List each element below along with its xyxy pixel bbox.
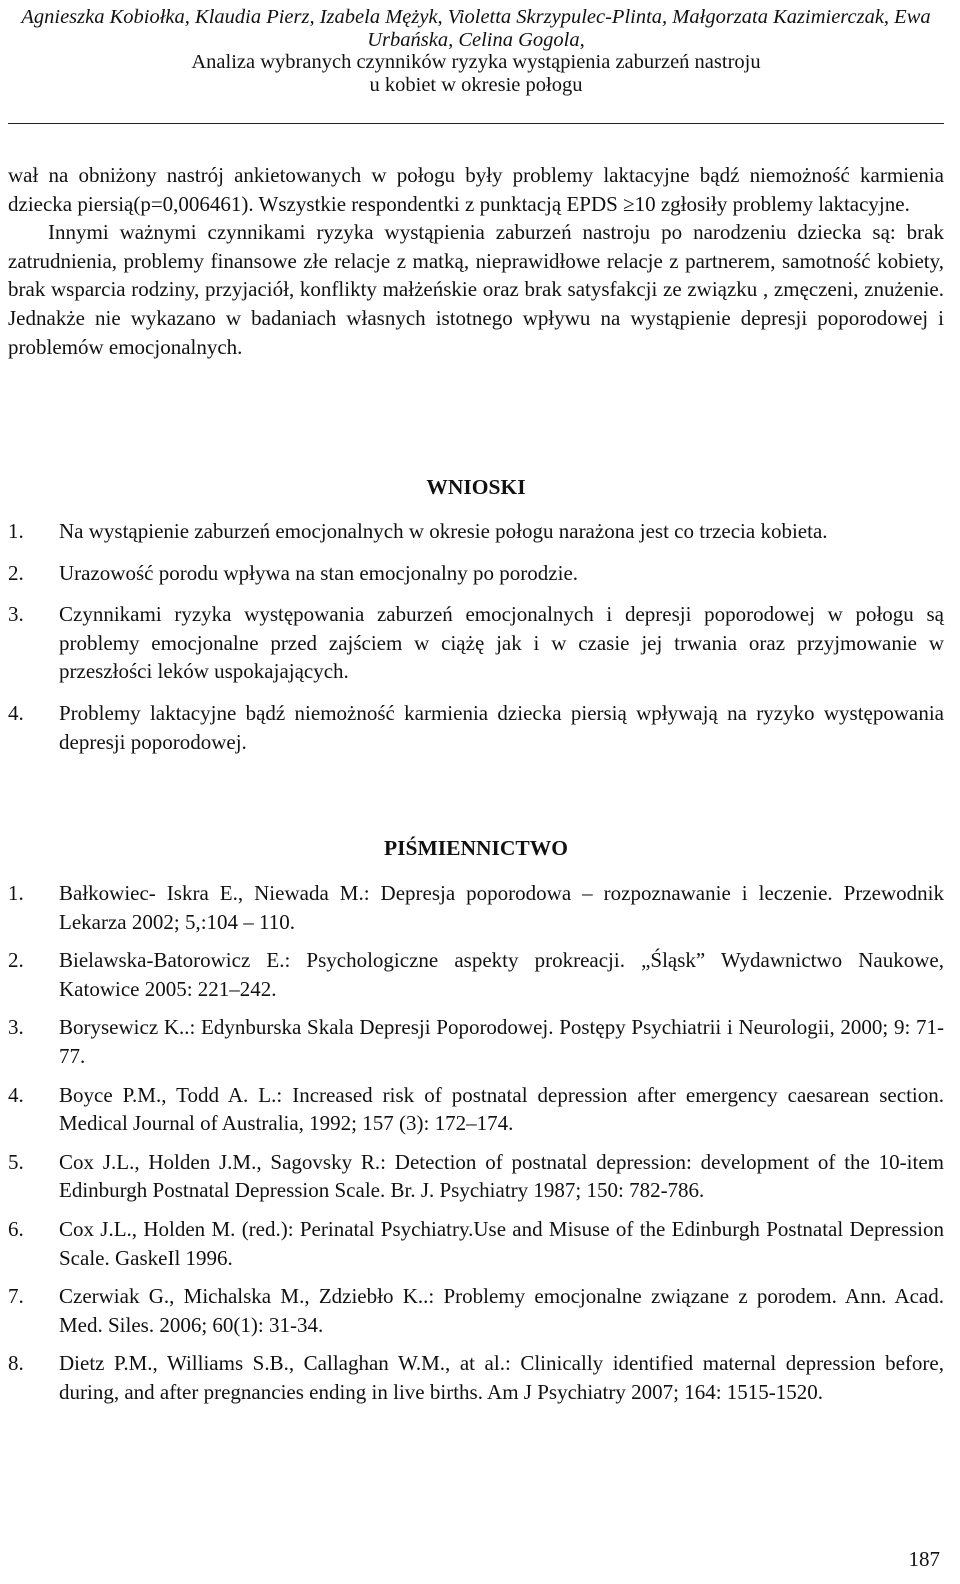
reference-item xyxy=(8,1013,944,1070)
reference-text: Cox J.L., Holden M. (red.): Perinatal Psychiatry.Use and Misuse of the Edinburgh Postnatal Depression Scale. GaskeIl 1996. xyxy=(59,1216,944,1270)
reference-text: Bałkowiec- Iskra E., Niewada M.: Depresja poporodowa – rozpoznawanie i leczenie. Przewodnik Lekarza 2002; 5,:104 – 110. xyxy=(59,881,944,934)
reference-number: 2. xyxy=(8,948,24,973)
reference-number: 6. xyxy=(8,1216,24,1241)
header-title-line2: u kobiet w okresie połogu xyxy=(369,73,583,96)
reference-text: Cox J.L., Holden J.M., Sagovsky R.: Detection of postnatal depression: development of the 10-item Edinburgh Postnatal Depression Scale. Br. J. Psychiatry 1987; 150: 782-786. xyxy=(59,1149,944,1203)
conclusions-heading: WNIOSKI xyxy=(426,475,526,499)
list-item-text: Czynnikami ryzyka występowania zaburzeń emocjonalnych i depresji poporodowej w połogu są problemy emocjonalne przed zajściem w ciążę jak i w czasie jej trwania oraz przyjmowanie w przeszłości leków uspokajających. xyxy=(59,602,944,684)
list-item xyxy=(8,517,944,546)
reference-text: Czerwiak G., Michalska M., Zdziebło K..: Problemy emocjonalne związane z porodem. Ann. Acad. Med. Siles. 2006; 60(1): 31-34. xyxy=(59,1284,944,1337)
list-item-number: 3. xyxy=(8,602,24,627)
list-item-number: 1. xyxy=(8,519,24,543)
reference-number: 1. xyxy=(8,881,24,905)
reference-number: 8. xyxy=(8,1351,24,1376)
reference-text: Borysewicz K..: Edynburska Skala Depresji Poporodowej. Postępy Psychiatrii i Neurologii, 2000; 9: 71-77. xyxy=(59,1015,944,1068)
header-authors: Agnieszka Kobiołka, Klaudia Pierz, Izabela Mężyk, Violetta Skrzypulec-Plinta, Małgorzata Kazimierczak, Ewa Urbańska, Celina Gogola, xyxy=(21,6,931,51)
list-item-text: Urazowość porodu wpływa na stan emocjonalny po porodzie. xyxy=(59,560,579,585)
list-item xyxy=(8,699,944,756)
reference-item xyxy=(8,879,944,936)
reference-number: 4. xyxy=(8,1082,24,1107)
reference-item xyxy=(8,1148,944,1205)
list-item xyxy=(8,600,944,686)
list-item-text: Problemy laktacyjne bądź niemożność karmienia dziecka piersią wpływają na ryzyko występowania depresji poporodowej. xyxy=(59,700,944,754)
page-number: 187 xyxy=(908,1547,940,1571)
reference-item xyxy=(8,946,944,1003)
list-item xyxy=(8,559,944,588)
reference-number: 7. xyxy=(8,1284,24,1309)
reference-text: Dietz P.M., Williams S.B., Callaghan W.M., at al.: Clinically identified maternal depression before, during, and after pregnancies ending in live births. Am J Psychiatry 2007; 164: 1515-1520. xyxy=(59,1351,944,1404)
list-item-text: Na wystąpienie zaburzeń emocjonalnych w okresie połogu narażona jest co trzecia kobieta. xyxy=(59,519,828,543)
reference-item xyxy=(8,1215,944,1272)
body-text xyxy=(8,161,944,361)
reference-text: Boyce P.M., Todd A. L.: Increased risk of postnatal depression after emergency caesarean section. Medical Journal of Australia, 1992; 157 (3): 172–174. xyxy=(59,1082,944,1136)
conclusions-list xyxy=(8,517,944,756)
reference-item xyxy=(8,1282,944,1339)
reference-text: Bielawska-Batorowicz E.: Psychologiczne aspekty prokreacji. „Śląsk” Wydawnictwo Naukowe, Katowice 2005: 221–242. xyxy=(59,948,944,1001)
references-list xyxy=(8,879,944,1407)
reference-item xyxy=(8,1081,944,1138)
page xyxy=(8,0,944,1584)
header-rule xyxy=(8,123,944,124)
body-paragraph-1: wał na obniżony nastrój ankietowanych w połogu były problemy laktacyjne bądź niemożność karmienia dziecka piersią(p=0,006461). Wszystkie respondentki z punktacją EPDS ≥10 zgłosiły problemy laktacyjne. xyxy=(8,163,944,216)
reference-number: 3. xyxy=(8,1015,24,1040)
body-paragraph-2: Innymi ważnymi czynnikami ryzyka wystąpienia zaburzeń nastroju po narodzeniu dziecka są: brak zatrudnienia, problemy finansowe złe relacje z matką, nieprawidłowe relacje z partnerem, samotność kobiety, brak wsparcia rodziny, przyjaciół, konflikty małżeńskie oraz brak satysfakcji ze związku , zmęczeni, znużenie. Jednakże nie wykazano w badaniach własnych istotnego wpływu na wystąpienie depresji poporodowej i problemów emocjonalnych. xyxy=(8,220,944,359)
references-heading: PIŚMIENNICTWO xyxy=(384,836,568,860)
list-item-number: 4. xyxy=(8,700,24,725)
list-item-number: 2. xyxy=(8,560,24,585)
header-title-line1: Analiza wybranych czynników ryzyka wystąpienia zaburzeń nastroju xyxy=(191,51,761,73)
reference-number: 5. xyxy=(8,1149,24,1174)
running-header xyxy=(8,6,944,96)
reference-item xyxy=(8,1349,944,1406)
